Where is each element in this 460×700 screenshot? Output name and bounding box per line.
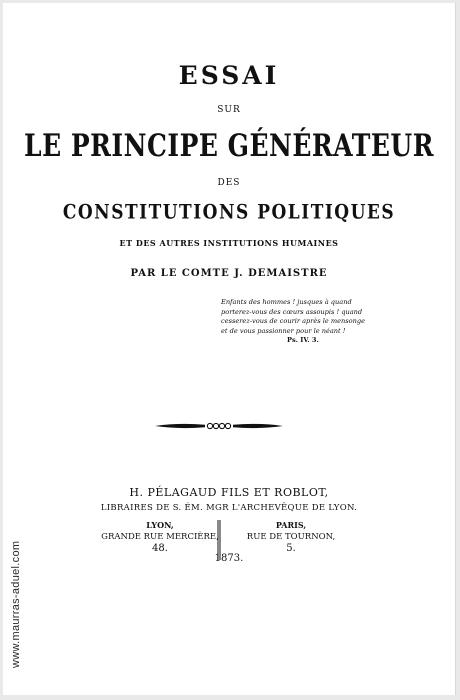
- publication-year: 1873.: [214, 553, 244, 564]
- street-number: 48.: [152, 543, 168, 554]
- ornament-divider-icon: [153, 418, 285, 434]
- street-name: GRANDE RUE MERCIÈRE,: [101, 532, 219, 542]
- subject-line-1: LE PRINCIPE GÉNÉRATEUR: [24, 127, 434, 164]
- street-number: 5.: [286, 543, 296, 554]
- connector-sur: SUR: [217, 105, 241, 115]
- street-name: RUE DE TOURNON,: [246, 532, 336, 542]
- epigraph-line: cesserez-vous de courir après le mensonge: [221, 317, 365, 325]
- publisher-name: H. PÉLAGAUD FILS ET ROBLOT,: [129, 486, 329, 499]
- connector-des: DES: [217, 178, 241, 188]
- epigraph-line: Enfants des hommes ! jusques à quand: [221, 298, 352, 306]
- city-name: LYON,: [146, 520, 174, 530]
- author-line: PAR LE COMTE J. DEMAISTRE: [130, 268, 328, 279]
- book-title: ESSAI: [178, 61, 280, 90]
- subject-line-3: ET DES AUTRES INSTITUTIONS HUMAINES: [119, 238, 339, 248]
- epigraph: [221, 298, 371, 346]
- city-name: PARIS,: [275, 520, 307, 530]
- address-lyon: [90, 519, 230, 555]
- title-page: [3, 3, 456, 695]
- publisher-title: LIBRAIRES DE S. ÉM. MGR L'ARCHEVÊQUE DE LYON.: [100, 503, 358, 513]
- subject-line-2: CONSTITUTIONS POLITIQUES: [62, 201, 396, 224]
- epigraph-line: porterez-vous des cœurs assoupis ! quand: [221, 307, 363, 316]
- epigraph-reference: Ps. IV. 3.: [287, 336, 319, 344]
- address-paris: [221, 519, 361, 555]
- site-watermark: www.maurras-aduel.com: [10, 540, 22, 668]
- epigraph-line: et de vous passionner pour le néant !: [221, 326, 346, 335]
